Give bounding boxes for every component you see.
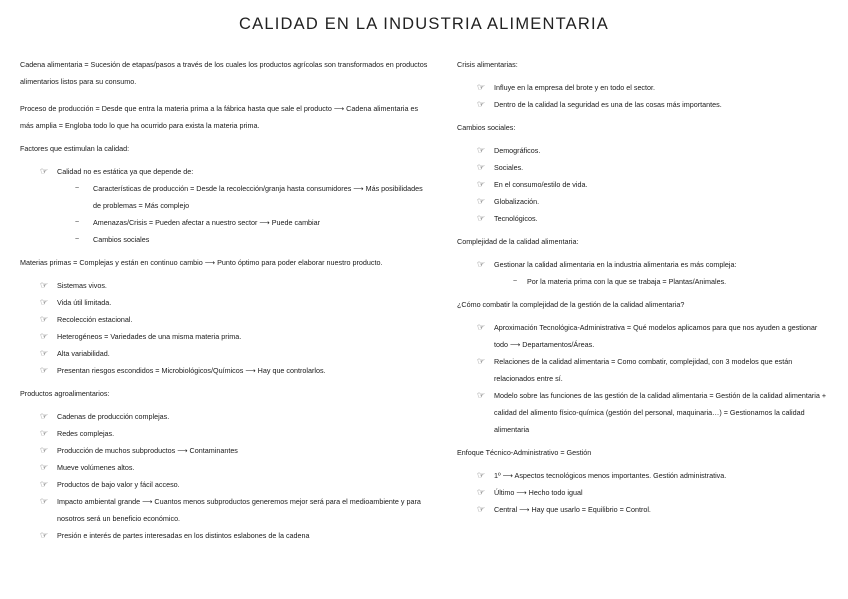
tilde-dash-icon: ~ (74, 236, 80, 243)
list-item-text: Central ⟶ Hay que usarlo = Equilibrio = Control. (494, 505, 651, 514)
document-title: CALIDAD EN LA INDUSTRIA ALIMENTARIA (239, 15, 609, 33)
list-item-text: Impacto ambiental grande ⟶ Cuantos menos subproductos generemos mejor será para el medioambiente y para nosotros será un beneficio económico. (57, 497, 421, 523)
list-item-text: Último ⟶ Hecho todo igual (494, 488, 583, 497)
hand-pointing-icon: ☞ (39, 496, 49, 506)
list-item (20, 214, 430, 231)
list-item-text: Aproximación Tecnológica-Administrativa = Qué modelos aplicamos para que nos ayuden a gestionar todo ⟶ Departamentos/Áreas. (494, 323, 818, 349)
hand-pointing-icon: ☞ (39, 479, 49, 489)
right-column (457, 56, 832, 518)
list-item-text: Heterogéneos = Variedades de una misma materia prima. (57, 332, 242, 341)
list-item-text: Redes complejas. (57, 429, 115, 438)
list-item (20, 328, 430, 345)
hand-pointing-icon: ☞ (39, 348, 49, 358)
tilde-dash-icon: ~ (512, 278, 518, 285)
hand-pointing-icon: ☞ (39, 280, 49, 290)
list-item (457, 210, 832, 227)
hand-pointing-icon: ☞ (39, 297, 49, 307)
list-item-text: Calidad no es estática ya que depende de: (57, 167, 194, 176)
hand-pointing-icon: ☞ (39, 331, 49, 341)
hand-pointing-icon: ☞ (476, 504, 486, 514)
list-item (20, 231, 430, 248)
tilde-dash-icon: ~ (74, 219, 80, 226)
hand-pointing-icon: ☞ (39, 462, 49, 472)
list-item-text: Cambios sociales (93, 235, 150, 244)
list-item (457, 79, 832, 96)
list-item (457, 256, 832, 273)
hand-pointing-icon: ☞ (39, 166, 49, 176)
list-item (457, 96, 832, 113)
list-item-text: Productos de bajo valor y fácil acceso. (57, 480, 180, 489)
left-column (20, 56, 430, 544)
list-item (457, 319, 832, 353)
heading-factores: Factores que estimulan la calidad: (20, 144, 130, 153)
list-item-text: Producción de muchos subproductos ⟶ Contaminantes (57, 446, 238, 455)
list-item-text: Mueve volúmenes altos. (57, 463, 135, 472)
list-item-text: Características de producción = Desde la recolección/granja hasta consumidores ⟶ Más posibilidades de problemas = Más complejo (93, 184, 423, 210)
list-item (20, 163, 430, 180)
paragraph-cadena-alimentaria: Cadena alimentaria = Sucesión de etapas/pasos a través de los cuales los productos agrícolas son transformados en productos alimentarios listos para su consumo. (20, 60, 428, 86)
list-item (20, 459, 430, 476)
heading-combatir: ¿Cómo combatir la complejidad de la gestión de la calidad alimentaria? (457, 300, 685, 309)
list-item (20, 493, 430, 527)
list-item-text: Dentro de la calidad la seguridad es una de las cosas más importantes. (494, 100, 722, 109)
hand-pointing-icon: ☞ (476, 487, 486, 497)
list-item-text: Sociales. (494, 163, 524, 172)
hand-pointing-icon: ☞ (39, 411, 49, 421)
list-item-text: Gestionar la calidad alimentaria en la industria alimentaria es más compleja: (494, 260, 737, 269)
list-item (457, 387, 832, 438)
list-item (457, 467, 832, 484)
list-item-text: Influye en la empresa del brote y en todo el sector. (494, 83, 656, 92)
list-item-text: Tecnológicos. (494, 214, 538, 223)
hand-pointing-icon: ☞ (476, 390, 486, 400)
heading-cambios-sociales: Cambios sociales: (457, 123, 516, 132)
hand-pointing-icon: ☞ (476, 82, 486, 92)
hand-pointing-icon: ☞ (476, 179, 486, 189)
hand-pointing-icon: ☞ (476, 259, 486, 269)
heading-crisis: Crisis alimentarias: (457, 60, 518, 69)
list-item-text: Modelo sobre las funciones de las gestión de la calidad alimentaria = Gestión de la calidad alimentaria + calidad del alimento físico-química (gestión del personal, maquinaria…) = Gestionamos la calidad alimentaria (494, 391, 827, 434)
list-item-text: Por la materia prima con la que se trabaja = Plantas/Animales. (527, 277, 727, 286)
list-item-text: Alta variabilidad. (57, 349, 110, 358)
list-item (20, 476, 430, 493)
list-item-text: 1º ⟶ Aspectos tecnológicos menos importantes. Gestión administrativa. (494, 471, 727, 480)
list-item (457, 159, 832, 176)
list-item-text: En el consumo/estilo de vida. (494, 180, 588, 189)
heading-complejidad: Complejidad de la calidad alimentaria: (457, 237, 579, 246)
hand-pointing-icon: ☞ (39, 530, 49, 540)
list-item-text: Presión e interés de partes interesadas en los distintos eslabones de la cadena (57, 531, 310, 540)
list-item (457, 484, 832, 501)
list-item (457, 353, 832, 387)
list-item (20, 277, 430, 294)
hand-pointing-icon: ☞ (476, 162, 486, 172)
list-item (457, 176, 832, 193)
hand-pointing-icon: ☞ (476, 356, 486, 366)
list-item (20, 345, 430, 362)
hand-pointing-icon: ☞ (476, 322, 486, 332)
list-item (20, 180, 430, 214)
list-item-text: Cadenas de producción complejas. (57, 412, 170, 421)
list-item-text: Globalización. (494, 197, 540, 206)
list-item (457, 142, 832, 159)
hand-pointing-icon: ☞ (39, 314, 49, 324)
tilde-dash-icon: ~ (74, 185, 80, 192)
list-item-text: Relaciones de la calidad alimentaria = Como combatir, complejidad, con 3 modelos que están relacionados entre sí. (494, 357, 793, 383)
list-item-text: Demográficos. (494, 146, 541, 155)
list-item (457, 501, 832, 518)
paragraph-materias-primas: Materias primas = Complejas y están en continuo cambio ⟶ Punto óptimo para poder elaborar nuestro producto. (20, 258, 383, 267)
list-item-text: Vida útil limitada. (57, 298, 112, 307)
list-item (457, 193, 832, 210)
list-item (20, 311, 430, 328)
hand-pointing-icon: ☞ (476, 145, 486, 155)
list-item-text: Amenazas/Crisis = Pueden afectar a nuestro sector ⟶ Puede cambiar (93, 218, 321, 227)
hand-pointing-icon: ☞ (476, 213, 486, 223)
hand-pointing-icon: ☞ (39, 428, 49, 438)
list-item (20, 527, 430, 544)
heading-productos: Productos agroalimentarios: (20, 389, 110, 398)
hand-pointing-icon: ☞ (476, 470, 486, 480)
list-item (20, 425, 430, 442)
list-item (20, 408, 430, 425)
hand-pointing-icon: ☞ (39, 445, 49, 455)
paragraph-proceso-produccion: Proceso de producción = Desde que entra la materia prima a la fábrica hasta que sale el producto ⟶ Cadena alimentaria es más amplia = Engloba todo lo que ha ocurrido para exista la materia prima. (20, 104, 419, 130)
list-item (20, 362, 430, 379)
heading-enfoque: Enfoque Técnico-Administrativo = Gestión (457, 448, 592, 457)
list-item (20, 294, 430, 311)
list-item-text: Recolección estacional. (57, 315, 133, 324)
hand-pointing-icon: ☞ (476, 196, 486, 206)
list-item (20, 442, 430, 459)
list-item (457, 273, 832, 290)
list-item-text: Sistemas vivos. (57, 281, 107, 290)
hand-pointing-icon: ☞ (476, 99, 486, 109)
list-item-text: Presentan riesgos escondidos = Microbiológicos/Químicos ⟶ Hay que controlarlos. (57, 366, 326, 375)
hand-pointing-icon: ☞ (39, 365, 49, 375)
